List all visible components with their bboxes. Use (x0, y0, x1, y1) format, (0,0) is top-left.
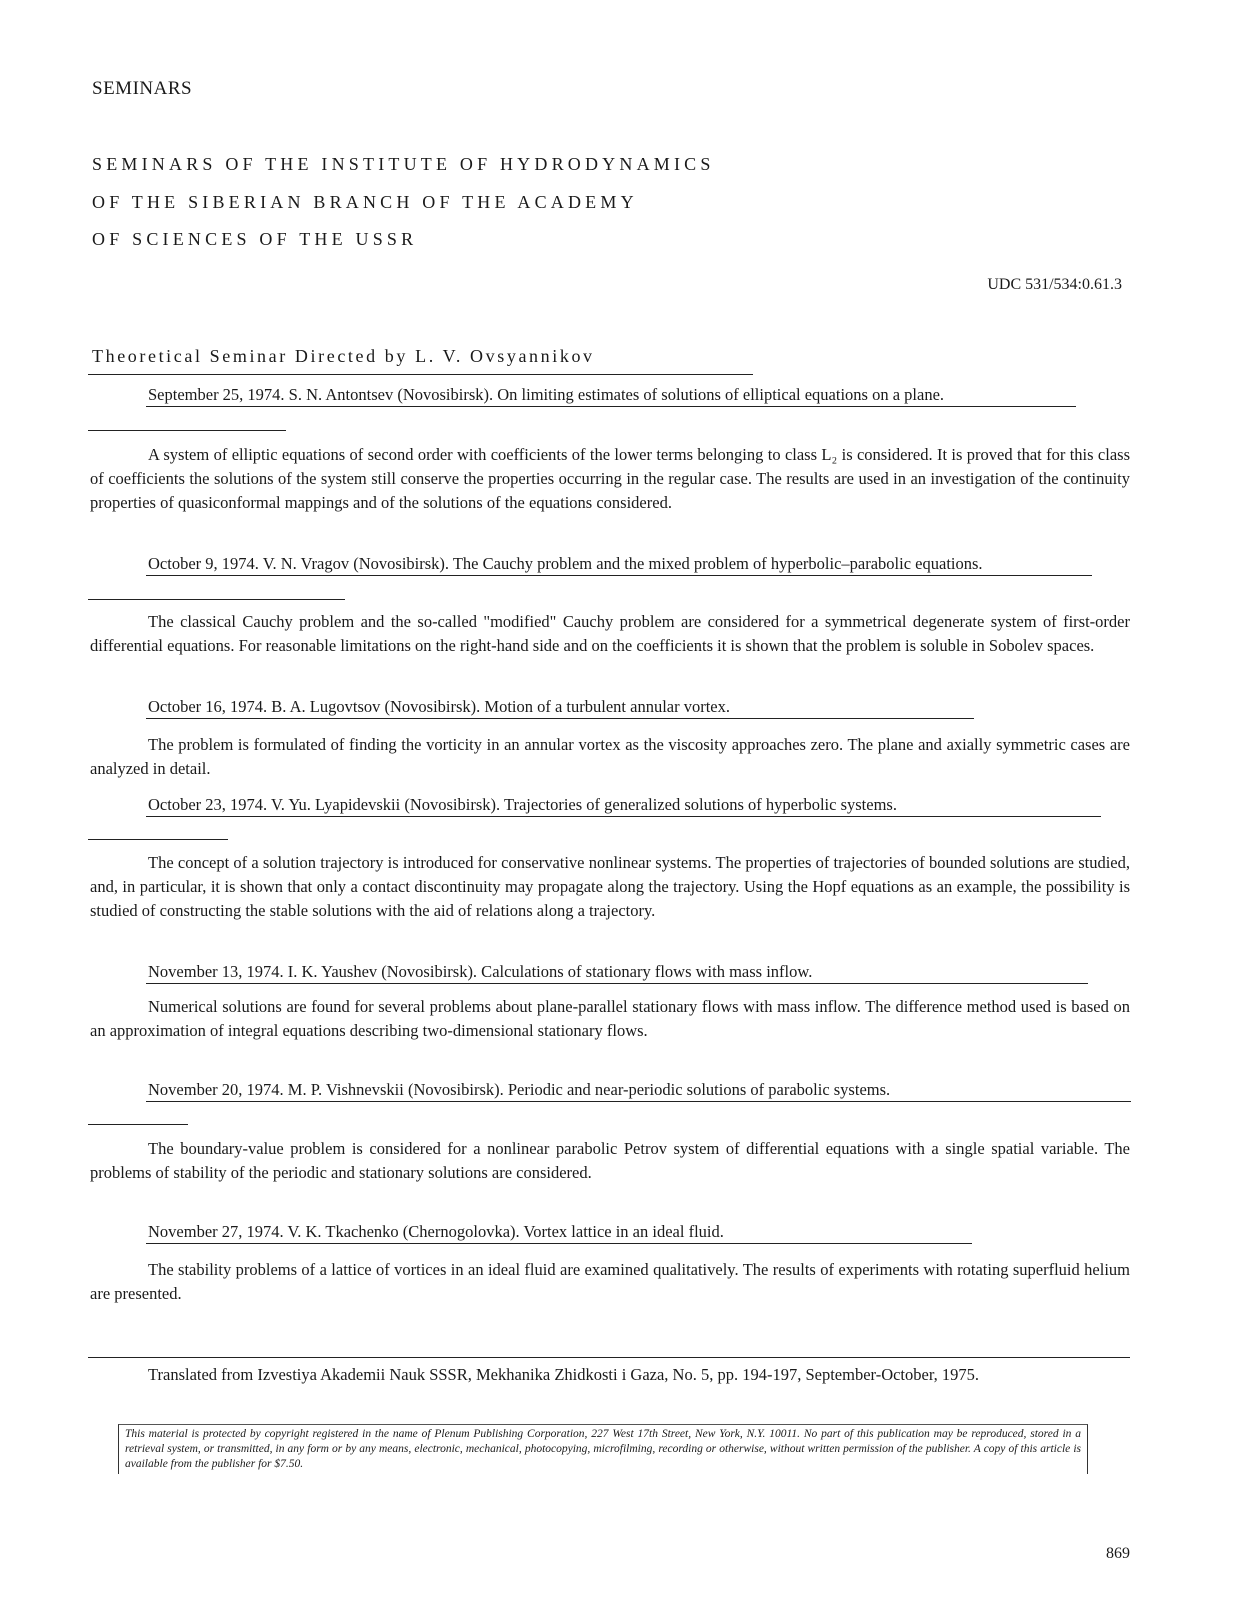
entry-heading: November 13, 1974. I. K. Yaushev (Novosibirsk). Calculations of stationary flows with mass inflow. (148, 962, 813, 981)
seminar-entry-3 (90, 695, 1130, 719)
entry-underline (88, 839, 228, 840)
footnote-rule (88, 1357, 1130, 1358)
title-line-3: OF SCIENCES OF THE USSR (92, 229, 418, 249)
entry-heading: November 20, 1974. M. P. Vishnevskii (Novosibirsk). Periodic and near-periodic solutions of parabolic systems. (148, 1080, 891, 1099)
entry-underline (146, 983, 1088, 984)
udc-code: UDC 531/534:0.61.3 (987, 276, 1122, 293)
entry-underline (146, 406, 1076, 407)
entry-abstract: Numerical solutions are found for several problems about plane-parallel stationary flows with mass inflow. The difference method used is based on an approximation of integral equations describing two-dimensional stationary flows. (90, 997, 1130, 1040)
entry-abstract: The concept of a solution trajectory is introduced for conservative nonlinear systems. The properties of trajectories of bounded solutions are studied, and, in particular, it is shown that only a contact discontinuity may propagate along the trajectory. Using the Hopf equations as an example, the possibility is studied of constructing the stable solutions with the aid of relations along a trajectory. (90, 853, 1130, 920)
copyright-notice: This material is protected by copyright registered in the name of Plenum Publishing Corporation, 227 West 17th Street, New York, N.Y. 10011. No part of this publication may be reproduced, stored in a retrieval system, or transmitted, in any form or by any means, electronic, mechanical, photocopying, microfilming, recording or otherwise, without written permission of the publisher. A copy of this article is available from the publisher for $7.50. (118, 1424, 1088, 1474)
entry-heading: October 23, 1974. V. Yu. Lyapidevskii (Novosibirsk). Trajectories of generalized solutions of hyperbolic systems. (148, 795, 897, 814)
entry-abstract: The stability problems of a lattice of vortices in an ideal fluid are examined qualitatively. The results of experiments with rotating superfluid helium are presented. (90, 1260, 1130, 1303)
entry-underline (146, 816, 1101, 817)
entry-abstract: The classical Cauchy problem and the so-called "modified" Cauchy problem are considered for a symmetrical degenerate system of first-order differential equations. For reasonable limitations on the right-hand side and on the coefficients it is shown that the problem is soluble in Sobolev spaces. (90, 612, 1130, 655)
translation-footnote: Translated from Izvestiya Akademii Nauk SSSR, Mekhanika Zhidkosti i Gaza, No. 5, pp. 194-197, September-October, 1975. (148, 1365, 980, 1384)
entry-abstract: The problem is formulated of finding the vorticity in an annular vortex as the viscosity approaches zero. The plane and axially symmetric cases are analyzed in detail. (90, 735, 1130, 778)
entry-underline (146, 718, 974, 719)
seminar-entry-2 (90, 552, 1130, 576)
entry-abstract: The boundary-value problem is considered for a nonlinear parabolic Petrov system of differential equations with a single spatial variable. The problems of stability of the periodic and stationary solutions are considered. (90, 1139, 1130, 1182)
seminar-entry-7 (90, 1220, 1130, 1244)
entry-underline (88, 1124, 188, 1125)
entry-underline (88, 430, 286, 431)
entry-abstract: A system of elliptic equations of second order with coefficients of the lower terms belonging to class L₂ is considered. It is proved that for this class of coefficients the solutions of the system still conserve the properties occurring in the regular case. The results are used in an investigation of the continuity properties of quasiconformal mappings and of the solutions of the equations considered. (90, 445, 1130, 512)
heading-underline (88, 374, 753, 375)
entry-heading: September 25, 1974. S. N. Antontsev (Novosibirsk). On limiting estimates of solutions of elliptical equations on a plane. (148, 385, 945, 404)
seminar-entry-4 (90, 793, 1130, 817)
page-number: 869 (1106, 1545, 1130, 1562)
entry-heading: November 27, 1974. V. K. Tkachenko (Chernogolovka). Vortex lattice in an ideal fluid. (148, 1222, 724, 1241)
section-label: SEMINARS (92, 78, 193, 99)
seminar-entry-5 (90, 960, 1130, 984)
entry-underline (146, 1243, 972, 1244)
entry-heading: October 9, 1974. V. N. Vragov (Novosibirsk). The Cauchy problem and the mixed problem of hyperbolic–parabolic equations. (148, 554, 983, 573)
seminar-entry-6 (90, 1078, 1130, 1102)
entry-underline (88, 599, 345, 600)
seminar-entry-1 (90, 383, 1130, 407)
title-line-1: SEMINARS OF THE INSTITUTE OF HYDRODYNAMICS (92, 154, 715, 174)
title-line-2: OF THE SIBERIAN BRANCH OF THE ACADEMY (92, 192, 638, 212)
entry-heading: October 16, 1974. B. A. Lugovtsov (Novosibirsk). Motion of a turbulent annular vortex. (148, 697, 731, 716)
entry-underline (146, 1101, 1131, 1102)
entry-underline (146, 575, 1092, 576)
seminar-heading: Theoretical Seminar Directed by L. V. Ovsyannikov (92, 346, 595, 366)
